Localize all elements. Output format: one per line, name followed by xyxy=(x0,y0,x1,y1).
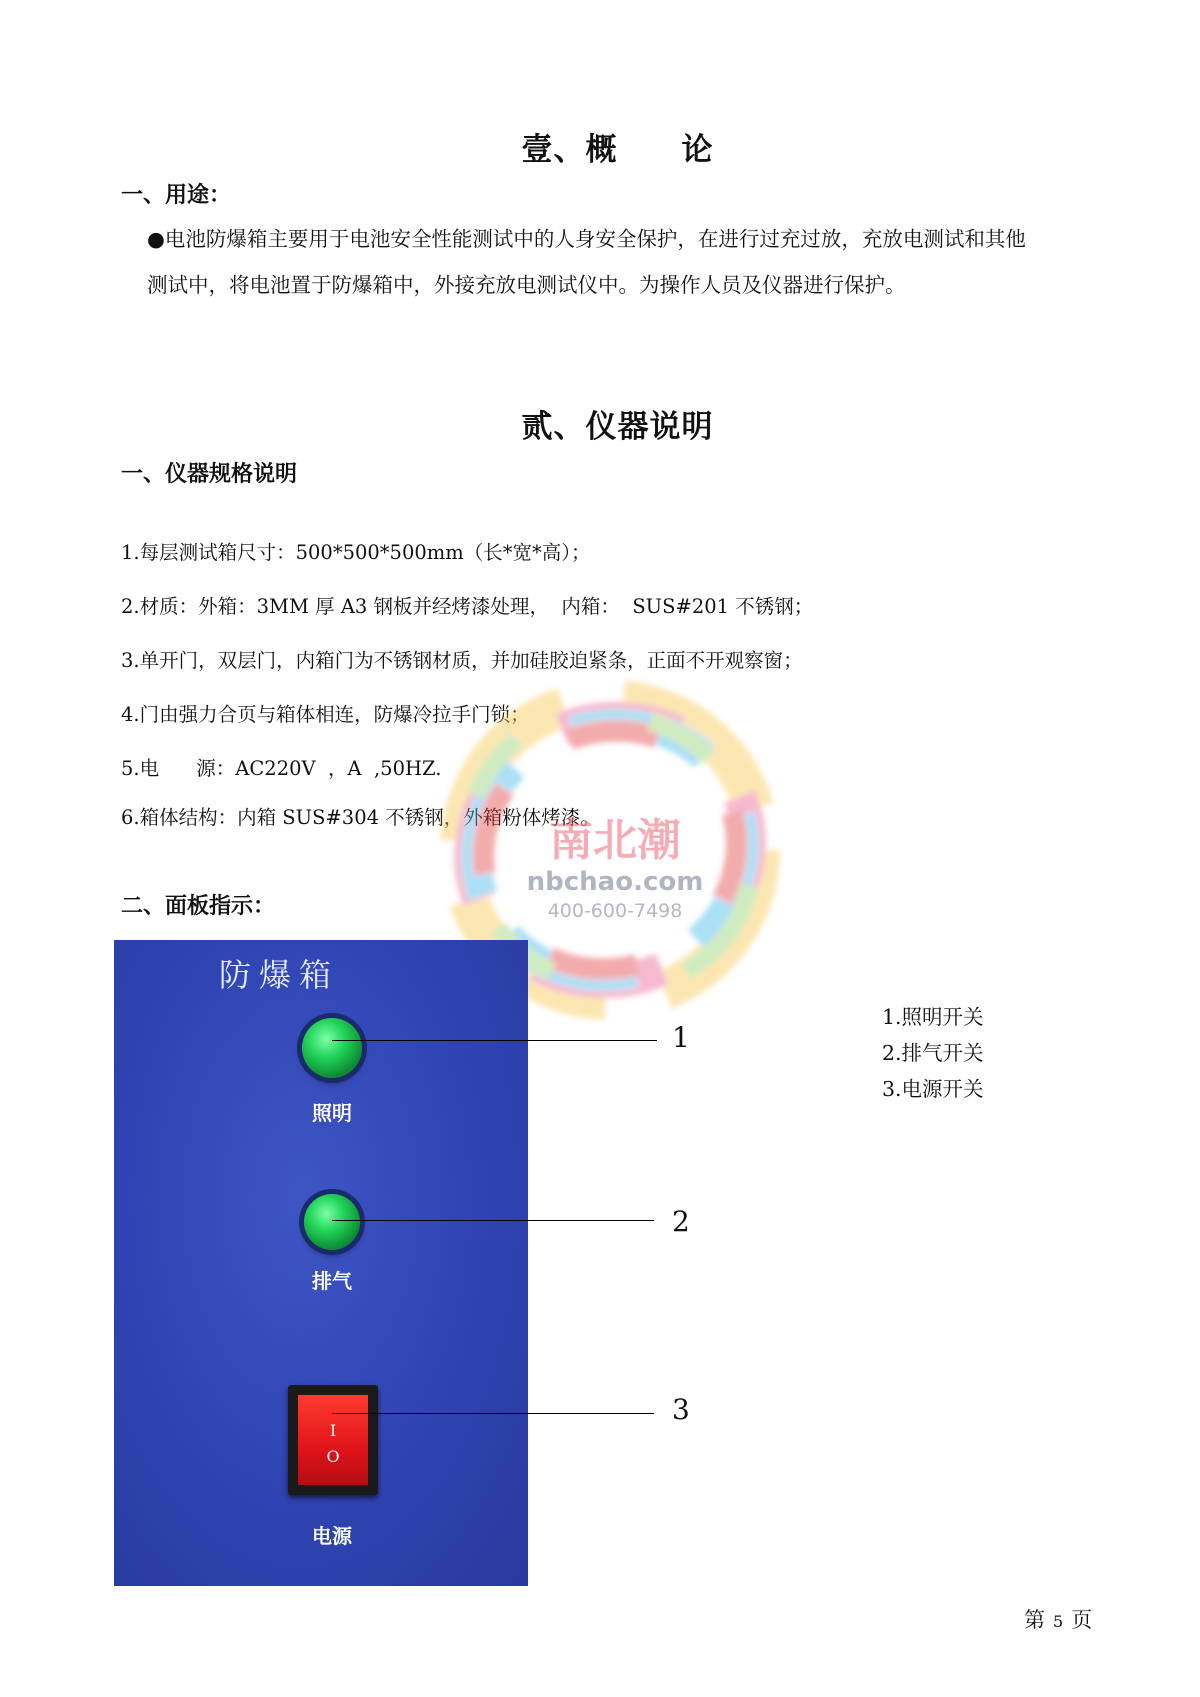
switch-label: 电源 xyxy=(312,1524,352,1548)
watermark-cn: 南北潮 xyxy=(549,815,681,866)
watermark-phone: 400-600-7498 xyxy=(547,900,683,922)
usage-heading: 一、用途： xyxy=(121,183,232,208)
exhaust-lamp-icon xyxy=(304,1194,360,1250)
section-title-overview: 壹、概 论 xyxy=(521,132,714,168)
spec-item: 2.材质：外箱：3MM 厚 A3 钢板并经烤漆处理， 内箱： SUS#201 不锈钢； xyxy=(121,595,814,618)
switch-on-symbol: I xyxy=(329,1421,337,1440)
callout-number-2: 2 xyxy=(672,1205,690,1238)
panel-photo xyxy=(114,940,528,1586)
callout-number-1: 1 xyxy=(672,1021,690,1054)
callout-line-3 xyxy=(332,1413,654,1414)
spec-item: 1.每层测试箱尺寸：500*500*500mm（长*宽*高）； xyxy=(121,541,591,564)
callout-line-2 xyxy=(332,1220,654,1221)
lamp2-label: 排气 xyxy=(312,1269,352,1293)
usage-paragraph-line1: ●电池防爆箱主要用于电池安全性能测试中的人身安全保护，在进行过充过放，充放电测试和其他 xyxy=(147,227,1026,251)
legend-item: 3.电源开关 xyxy=(882,1077,984,1101)
page-footer xyxy=(1024,1604,1092,1634)
spec-item: 6.箱体结构：内箱 SUS#304 不锈钢，外箱粉体烤漆。 xyxy=(121,806,600,829)
watermark-site: nbchao.com xyxy=(526,867,704,897)
panel-title: 防爆箱 xyxy=(218,956,339,994)
switch-off-symbol: O xyxy=(326,1447,340,1466)
usage-paragraph-line2: 测试中，将电池置于防爆箱中，外接充放电测试仪中。为操作人员及仪器进行保护。 xyxy=(147,273,906,297)
page-number: 5 xyxy=(1053,1612,1064,1631)
spec-item: 5.电 源：AC220V ，A ,50HZ. xyxy=(121,757,442,780)
lamp1-label: 照明 xyxy=(312,1101,352,1125)
spec-item: 3.单开门，双层门，内箱门为不锈钢材质，并加硅胶迫紧条，正面不开观察窗； xyxy=(121,649,803,672)
power-rocker xyxy=(298,1395,368,1485)
spec-item: 4.门由强力合页与箱体相连，防爆冷拉手门锁； xyxy=(121,703,530,726)
spec-heading: 一、仪器规格说明 xyxy=(121,462,298,487)
callout-number-3: 3 xyxy=(672,1393,690,1426)
footer-prefix: 第 xyxy=(1024,1608,1045,1632)
legend-item: 1.照明开关 xyxy=(882,1005,984,1029)
lighting-lamp-icon xyxy=(302,1018,362,1078)
callout-line-1 xyxy=(332,1040,657,1041)
legend-item: 2.排气开关 xyxy=(882,1041,984,1065)
panel-heading: 二、面板指示： xyxy=(121,894,276,919)
power-switch xyxy=(288,1385,378,1495)
section-title-instrument: 贰、仪器说明 xyxy=(521,409,714,445)
footer-suffix: 页 xyxy=(1071,1608,1093,1632)
